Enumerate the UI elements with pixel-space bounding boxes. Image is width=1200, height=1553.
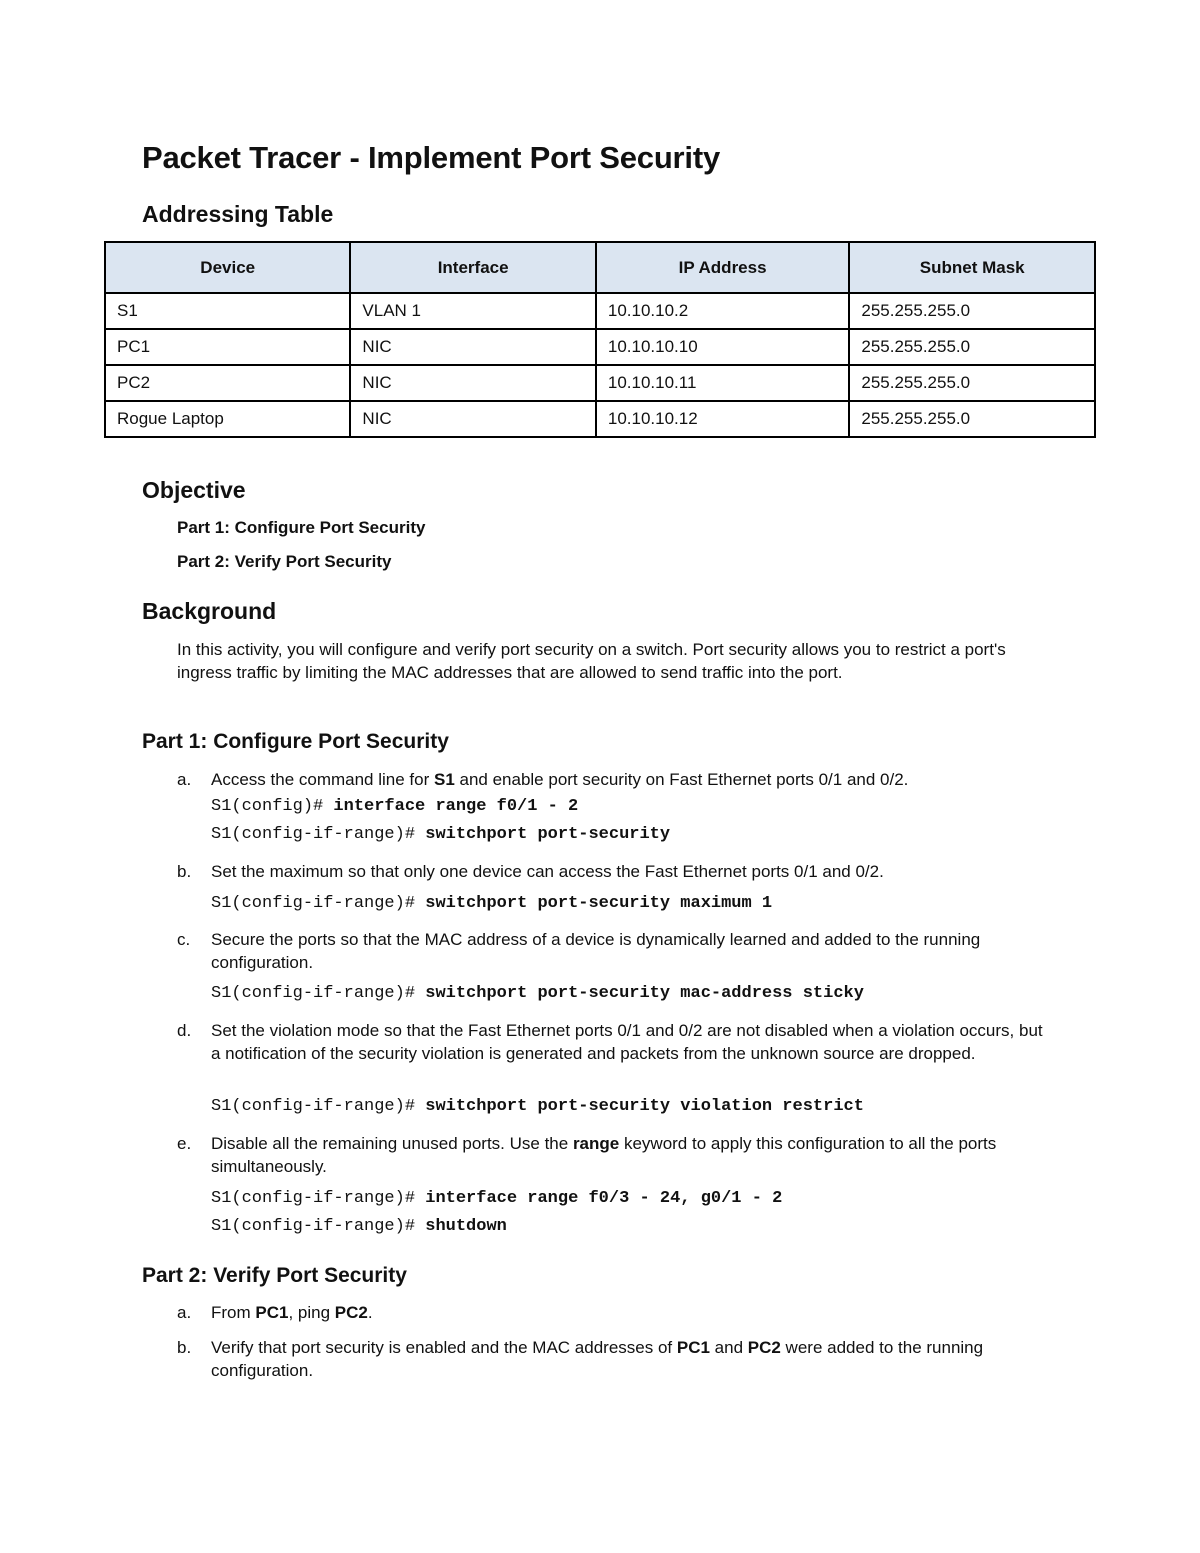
step-text: Secure the ports so that the MAC address of a device is dynamically learned and added to the running configuration. <box>211 930 981 972</box>
step-text: Disable all the remaining unused ports. Use the range keyword to apply this configuration to all the ports simultaneously. <box>211 1134 997 1176</box>
column-header: Interface <box>350 242 595 293</box>
part1-heading: Part 1: Configure Port Security <box>142 730 449 753</box>
step-letter: d. <box>177 1021 192 1040</box>
table-cell: PC2 <box>105 365 350 401</box>
command-line <box>211 1189 782 1208</box>
cli-prompt: S1(config-if-range)# <box>211 894 426 913</box>
step-text: Set the violation mode so that the Fast Ethernet ports 0/1 and 0/2 are not disabled when a violation occurs, but a notification of the security violation is generated and packets from the unknown source are dropped. <box>211 1021 1043 1063</box>
table-cell: 255.255.255.0 <box>849 329 1095 365</box>
cli-command: interface range f0/3 - 24, g0/1 - 2 <box>425 1189 783 1208</box>
command-line <box>211 984 864 1003</box>
step-text: From PC1, ping PC2. <box>211 1303 373 1322</box>
step-letter: a. <box>177 1303 192 1322</box>
part2-heading: Part 2: Verify Port Security <box>142 1264 407 1287</box>
step-letter: e. <box>177 1134 192 1153</box>
objective-item: Part 2: Verify Port Security <box>177 552 392 571</box>
table-cell: VLAN 1 <box>350 293 595 329</box>
table-cell: 255.255.255.0 <box>849 293 1095 329</box>
cli-prompt: S1(config-if-range)# <box>211 984 426 1003</box>
cli-command: switchport port-security <box>425 825 671 844</box>
step-text: Access the command line for S1 and enable port security on Fast Ethernet ports 0/1 and 0/2. <box>211 770 909 789</box>
step-text: Verify that port security is enabled and the MAC addresses of PC1 and PC2 were added to the running configuration. <box>211 1338 984 1380</box>
table-row <box>105 365 1095 401</box>
cli-command: shutdown <box>425 1217 507 1236</box>
background-text: In this activity, you will configure and verify port security on a switch. Port security allows you to restrict a port's ingress traffic by limiting the MAC addresses that are allowed to send traffic into the port. <box>177 640 1006 682</box>
table-cell: 255.255.255.0 <box>849 365 1095 401</box>
table-row <box>105 329 1095 365</box>
cli-prompt: S1(config)# <box>211 797 334 816</box>
table-cell: NIC <box>350 365 595 401</box>
table-cell: 10.10.10.11 <box>596 365 850 401</box>
step-letter: b. <box>177 1338 192 1357</box>
command-line <box>211 1217 507 1236</box>
column-header: IP Address <box>596 242 850 293</box>
table-row <box>105 401 1095 437</box>
cli-command: switchport port-security mac-address sticky <box>425 984 864 1003</box>
objective-heading: Objective <box>142 477 246 503</box>
command-line <box>211 1097 864 1116</box>
cli-prompt: S1(config-if-range)# <box>211 825 426 844</box>
page-title: Packet Tracer - Implement Port Security <box>142 140 720 175</box>
addressing-table-heading: Addressing Table <box>142 201 334 227</box>
table-header-row <box>105 242 1095 293</box>
cli-command: switchport port-security maximum 1 <box>425 894 773 913</box>
table-cell: 10.10.10.12 <box>596 401 850 437</box>
table-cell: PC1 <box>105 329 350 365</box>
step-text: Set the maximum so that only one device can access the Fast Ethernet ports 0/1 and 0/2. <box>211 862 884 881</box>
step-letter: c. <box>177 930 191 949</box>
table-row <box>105 293 1095 329</box>
table-cell: 10.10.10.2 <box>596 293 850 329</box>
table-cell: 10.10.10.10 <box>596 329 850 365</box>
cli-command: interface range f0/1 - 2 <box>333 797 579 816</box>
addressing-table <box>104 241 1096 438</box>
command-line <box>211 825 670 844</box>
table-cell: NIC <box>350 329 595 365</box>
step-letter: b. <box>177 862 192 881</box>
table-cell: S1 <box>105 293 350 329</box>
column-header: Subnet Mask <box>849 242 1095 293</box>
cli-command: switchport port-security violation restrict <box>425 1097 864 1116</box>
table-cell: NIC <box>350 401 595 437</box>
cli-prompt: S1(config-if-range)# <box>211 1189 426 1208</box>
table-cell: 255.255.255.0 <box>849 401 1095 437</box>
command-line <box>211 797 578 816</box>
cli-prompt: S1(config-if-range)# <box>211 1217 426 1236</box>
table-cell: Rogue Laptop <box>105 401 350 437</box>
command-line <box>211 894 772 913</box>
cli-prompt: S1(config-if-range)# <box>211 1097 426 1116</box>
background-heading: Background <box>142 598 277 624</box>
step-letter: a. <box>177 770 192 789</box>
objective-item: Part 1: Configure Port Security <box>177 518 426 537</box>
column-header: Device <box>105 242 350 293</box>
